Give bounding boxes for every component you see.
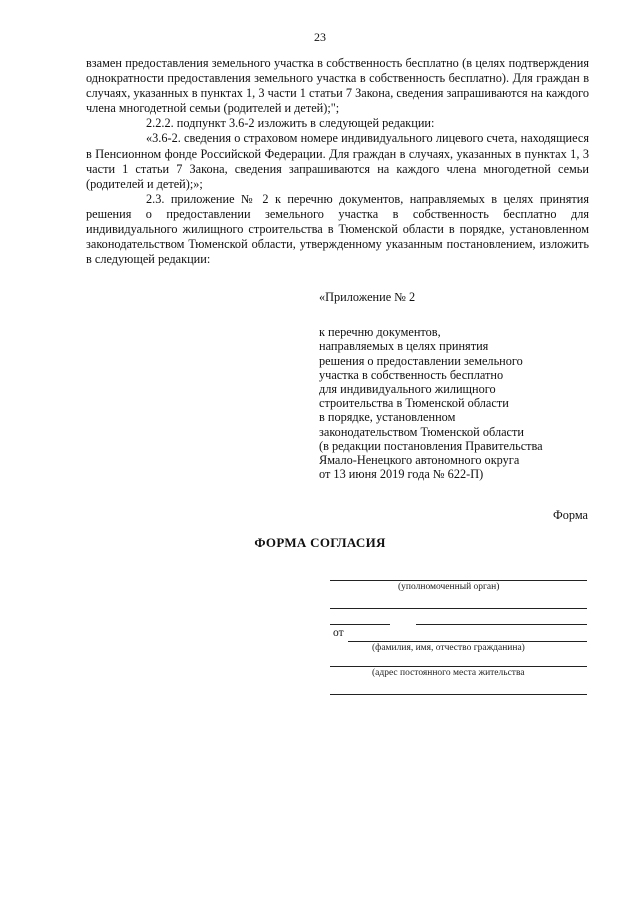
appendix-line: решения о предоставлении земельного [319, 353, 523, 368]
appendix-line: для индивидуального жилищного [319, 382, 496, 397]
name-caption: (фамилия, имя, отчество гражданина) [372, 643, 525, 653]
address-field-line-2[interactable] [330, 694, 587, 695]
from-label: от [333, 627, 344, 639]
authority-field-line-2[interactable] [330, 608, 587, 609]
address-field-line[interactable] [330, 666, 587, 667]
name-field-line[interactable] [348, 641, 587, 642]
appendix-title: «Приложение № 2 [319, 290, 416, 304]
paragraph-continuation: взамен предоставления земельного участка в собственность бесплатно (в целях подтверждения однократности предоставления земельного участка в собственность бесплатно). Для граждан в случаях, указанных в пунктах 1, 3 части 1 статьи 7 Закона, сведения запрашиваются на каждого члена многодетной семьи (родителей и детей);"; [86, 56, 589, 116]
appendix-line: (в редакции постановления Правительства [319, 438, 543, 453]
authority-field-line[interactable] [330, 580, 587, 581]
appendix-line: направляемых в целях принятия [319, 339, 489, 354]
body-text [86, 56, 589, 267]
form-heading: ФОРМА СОГЛАСИЯ [254, 535, 386, 550]
authority-caption: (уполномоченный орган) [398, 582, 500, 592]
paragraph-quote-3-6-2: «3.6-2. сведения о страховом номере индивидуального лицевого счета, находящиеся в Пенсионном фонде Российской Федерации. Для граждан в случаях, указанных в пунктах 1, 3 части 1 статьи 7 Закона, сведения запрашиваются на каждого члена многодетной семьи (родителей и детей);»; [86, 131, 589, 191]
appendix-line: Ямало-Ненецкого автономного округа [319, 453, 520, 468]
paragraph-subclause-2-2-2: 2.2.2. подпункт 3.6-2 изложить в следующей редакции: [146, 116, 435, 131]
appendix-line: в порядке, установленном [319, 410, 456, 425]
form-label: Форма [553, 508, 588, 522]
appendix-header [319, 290, 599, 481]
appendix-line: законодательством Тюменской области [319, 424, 524, 439]
from-line-short-1 [330, 624, 390, 625]
paragraph-clause-2-3: 2.3. приложение № 2 к перечню документов, направляемых в целях принятия решения о предоставлении земельного участка в собственность бесплатно для индивидуального жилищного строительства в Тюменской области в порядке, установленном законодательством Тюменской области, утвержденному указанным постановлением, изложить в следующей редакции: [86, 191, 589, 267]
appendix-line: от 13 июня 2019 года № 622-П) [319, 467, 484, 482]
page-number: 23 [314, 30, 326, 44]
appendix-line: участка в собственность бесплатно [319, 367, 504, 382]
appendix-line: строительства в Тюменской области [319, 396, 509, 411]
from-line-right-1 [416, 624, 587, 625]
address-caption: (адрес постоянного места жительства [372, 668, 525, 678]
appendix-line: к перечню документов, [319, 325, 441, 340]
